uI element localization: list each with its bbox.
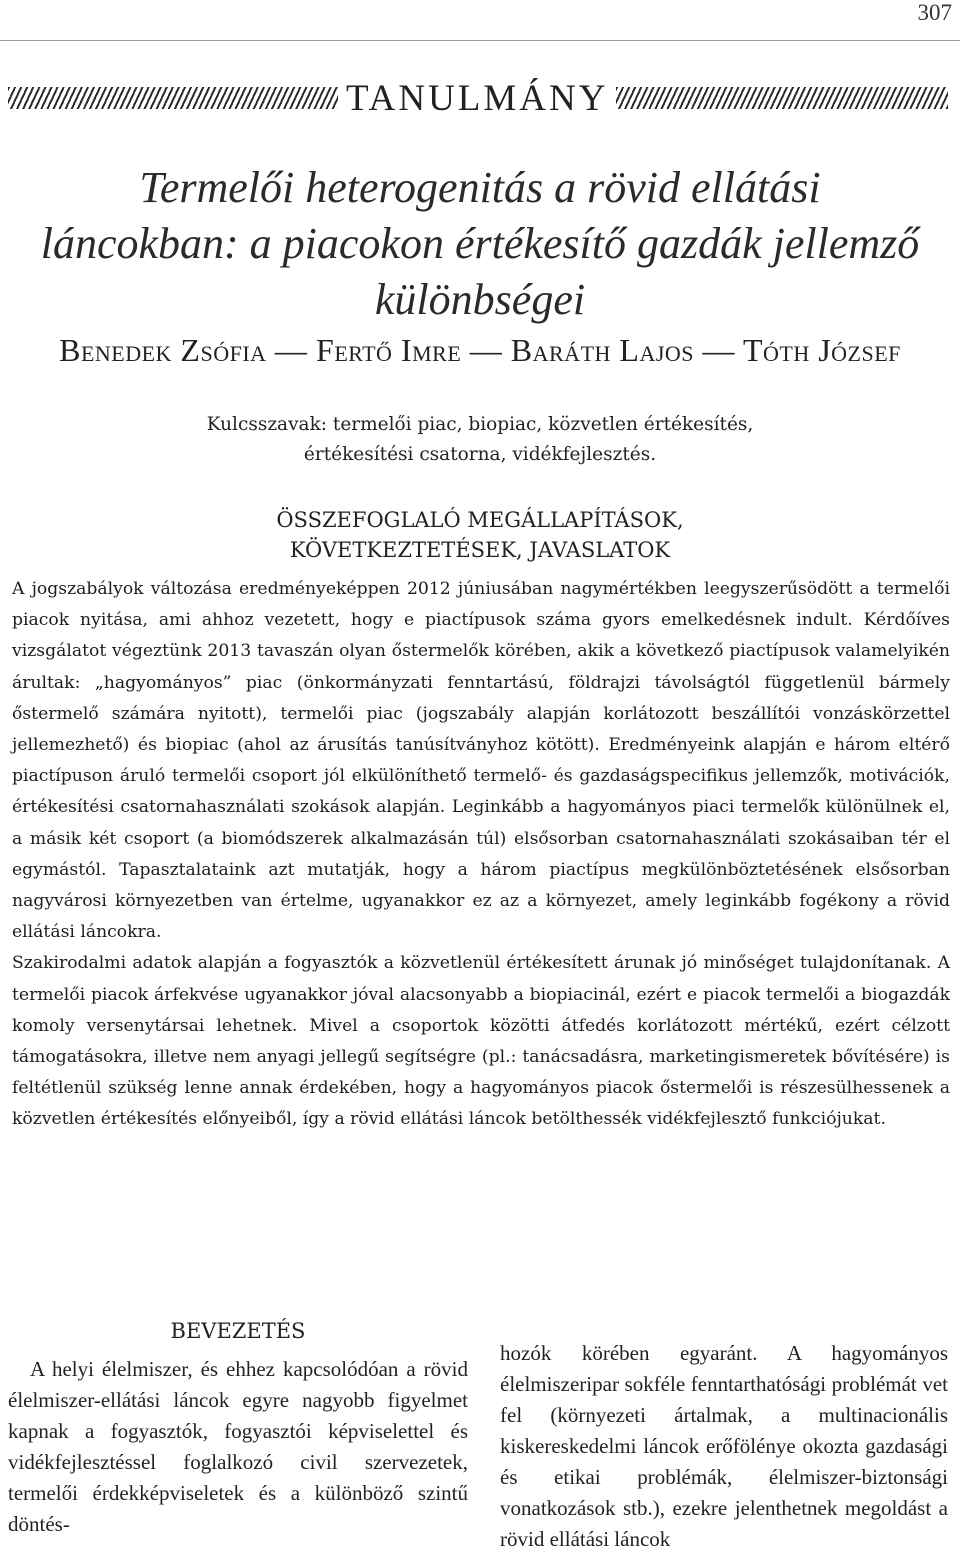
keywords-line: Kulcsszavak: termelői piac, biopiac, közvetlen értékesítés, — [206, 414, 754, 435]
summary-heading-line: ÖSSZEFOGLALÓ MEGÁLLAPÍTÁSOK, — [276, 508, 684, 532]
keywords — [80, 410, 880, 470]
page-number: 307 — [917, 0, 952, 25]
intro-paragraph: A helyi élelmiszer, és ehhez kapcsolódóan a rövid élelmiszer-ellátási láncok egyre nagyobb figyelmet kapnak a fogyasztók, fogyasztói képviselettel és vidékfejlesztéssel foglalkozó civil szervezetek, termelői érdekképviseletek és a különböző szintű döntés- — [8, 1357, 468, 1536]
intro-heading: BEVEZETÉS — [170, 1319, 306, 1343]
intro-column-left — [8, 1316, 468, 1540]
summary-heading-line: KÖVETKEZTETÉSEK, JAVASLATOK — [289, 538, 671, 562]
section-label: TANULMÁNY — [346, 77, 609, 119]
header-rule — [0, 40, 960, 41]
summary-body — [12, 574, 950, 1136]
article-title: Termelői heterogenitás a rövid ellátási láncokban: a piacokon értékesítő gazdák jellemző különbségei — [40, 163, 920, 324]
summary-heading — [80, 505, 880, 565]
summary-paragraph: A jogszabályok változása eredményeképpen 2012 júniusában nagymértékben leegyszerűsödött a termelői piacok nyitása, ami ahhoz vezetett, hogy e piactípusok száma gyors emelkedésnek indult. Kérdőíves vizsgálatot végeztünk 2013 tavaszán olyan őstermelők körében, akik a következő piactípusok valamelyikén árultak: „hagyományos” piac (önkormányzati fenntartású, földrajzi távolságtól függetlenül bármely őstermelő számára nyitott), termelői piac (jogszabály alapján korlátozott beszállítói vonzáskörzettel jellemezhető) és biopiac (ahol az árusítás tanúsítványhoz kötött). Eredményeink alapján e három eltérő piactípuson áruló termelői csoport jól elkülöníthető termelő- és gazdaságspecifikus jellemzők, motivációk, értékesítési csatornahasználati szokások alapján. Leginkább a hagyományos piaci termelők különülnek el, a másik két csoport (a biomódszerek alkalmazásán túl) elsősorban csatornahasználati szokásaiban tér el egymástól. Tapasztalataink azt mutatják, hogy a három piactípus megkülönböztetésének elsősorban nagyvárosi környezetben van értelme, ugyanakkor ez az a környezet, amely leginkább fogékony a rövid ellátási láncokra. — [12, 579, 950, 943]
article-authors: Benedek Zsófia — Fertő Imre — Baráth Lajos — Tóth József — [59, 332, 901, 368]
hatch-ornament-right — [616, 87, 948, 109]
section-banner — [0, 74, 960, 122]
intro-paragraph-continued: hozók körében egyaránt. A hagyományos élelmiszeripar sokféle fenntarthatósági problémát vet fel (környezeti ártalmak, a multinacionális kiskereskedelmi láncok erőfölénye okozta gazdasági és etikai problémák, élelmiszer-biztonsági vonatkozások stb.), ezekre jelenthetnek megoldást a rövid ellátási láncok — [500, 1341, 948, 1551]
keywords-line: értékesítési csatorna, vidékfejlesztés. — [303, 444, 657, 465]
hatch-ornament-left — [8, 87, 338, 109]
intro-column-right — [500, 1338, 948, 1555]
summary-paragraph: Szakirodalmi adatok alapján a fogyasztók a közvetlenül értékesített árunak jó minőséget tulajdonítanak. A termelői piacok árfekvése ugyanakkor jóval alacsonyabb a biopiacinál, ezért e piacok termelői a biogazdák komoly versenytársai lehetnek. Mivel a csoportok közötti átfedés korlátozott mértékű, ezért célzott támogatásokra, illetve nem anyagi jellegű segítségre (pl.: tanácsadásra, marketingismeretek bővítésére) is feltétlenül szükség lenne annak érdekében, hogy a hagyományos piacok őstermelői is részesülhessenek a közvetlen értékesítés előnyeiből, így a rövid ellátási láncok betölthessék vidékfejlesztő funkciójukat. — [12, 953, 950, 1130]
